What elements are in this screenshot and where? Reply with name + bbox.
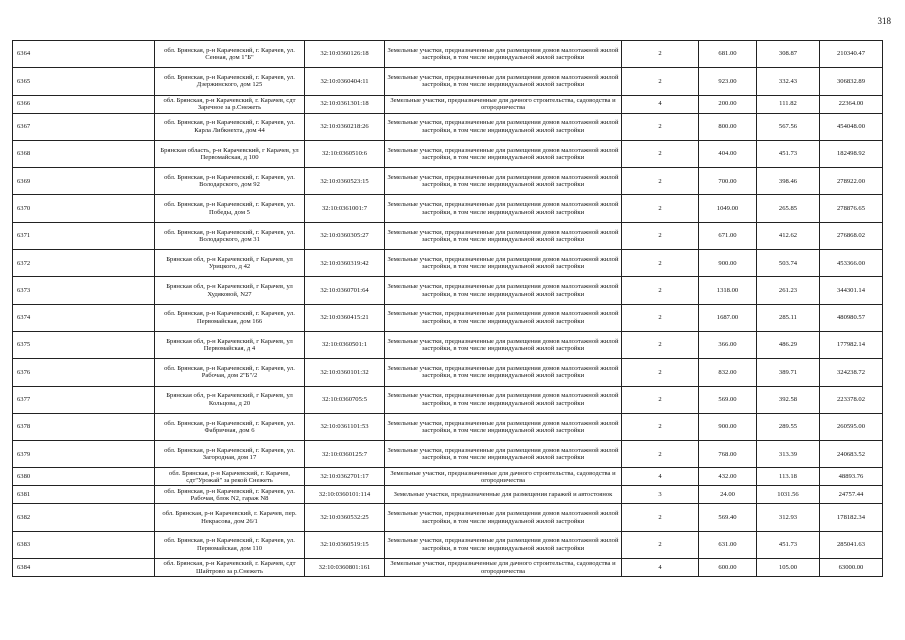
row-number-cell: 6380: [13, 468, 155, 486]
specific-value-cell: 503.74: [757, 250, 820, 277]
land-use-type-cell: Земельные участки, предназначенные для размещения домов малоэтажной жилой застройки, в том числе индивидуальной жилой застройки: [385, 140, 622, 167]
row-number-cell: 6381: [13, 486, 155, 504]
specific-value-cell: 398.46: [757, 168, 820, 195]
table-row: [13, 486, 883, 504]
area-cell: 404.00: [699, 140, 757, 167]
address-cell: обл. Брянская, р-н Карачевский, г. Карачев, ул. Загородная, дом 17: [155, 441, 305, 468]
row-number-cell: 6379: [13, 441, 155, 468]
table-row: [13, 304, 883, 331]
cadastral-number-cell: 32:10:0360319:42: [305, 250, 385, 277]
cadastral-value-cell: 454048.00: [820, 113, 883, 140]
cadastral-number-cell: 32:10:0360101:114: [305, 486, 385, 504]
land-use-type-cell: Земельные участки, предназначенные для размещения домов малоэтажной жилой застройки, в том числе индивидуальной жилой застройки: [385, 168, 622, 195]
row-number-cell: 6378: [13, 413, 155, 440]
cadastral-number-cell: 32:10:0360701:64: [305, 277, 385, 304]
address-cell: Брянская обл, р-н Карачевский, г Карачев, ул Первомайская, д 4: [155, 331, 305, 358]
row-number-cell: 6382: [13, 504, 155, 531]
address-cell: обл. Брянская, р-н Карачевский, г. Карачев, ул. Первомайская, дом 110: [155, 531, 305, 558]
address-cell: Брянская обл, р-н Карачевский, г Карачев, ул Кольцова, д 20: [155, 386, 305, 413]
cadastral-value-cell: 453366.00: [820, 250, 883, 277]
address-cell: обл. Брянская, р-н Карачевский, г. Карачев, ул. Дзержинского, дом 125: [155, 68, 305, 95]
area-cell: 671.00: [699, 222, 757, 249]
specific-value-cell: 261.23: [757, 277, 820, 304]
specific-value-cell: 285.11: [757, 304, 820, 331]
cadastral-number-cell: 32:10:0360101:32: [305, 359, 385, 386]
cadastral-number-cell: 32:10:0360801:161: [305, 559, 385, 577]
group-cell: 2: [622, 277, 699, 304]
table-row: [13, 195, 883, 222]
address-cell: обл. Брянская, р-н Карачевский, г. Карачев, ул. Володарского, дом 92: [155, 168, 305, 195]
cadastral-number-cell: 32:10:0360705:5: [305, 386, 385, 413]
group-cell: 4: [622, 95, 699, 113]
area-cell: 24.00: [699, 486, 757, 504]
area-cell: 681.00: [699, 41, 757, 68]
cadastral-number-cell: 32:10:0360532:25: [305, 504, 385, 531]
table-body: [13, 41, 883, 577]
area-cell: 800.00: [699, 113, 757, 140]
land-use-type-cell: Земельные участки, предназначенные для размещения домов малоэтажной жилой застройки, в том числе индивидуальной жилой застройки: [385, 441, 622, 468]
specific-value-cell: 451.73: [757, 140, 820, 167]
table-row: [13, 468, 883, 486]
table-row: [13, 386, 883, 413]
area-cell: 432.00: [699, 468, 757, 486]
row-number-cell: 6373: [13, 277, 155, 304]
group-cell: 2: [622, 168, 699, 195]
specific-value-cell: 105.00: [757, 559, 820, 577]
cadastral-number-cell: 32:10:0362701:17: [305, 468, 385, 486]
cadastral-number-cell: 32:10:0360305:27: [305, 222, 385, 249]
cadastral-value-cell: 24757.44: [820, 486, 883, 504]
table-row: [13, 168, 883, 195]
group-cell: 2: [622, 331, 699, 358]
address-cell: Брянская обл, р-н Карачевский, г Карачев, ул Урицкого, д 42: [155, 250, 305, 277]
group-cell: 2: [622, 140, 699, 167]
area-cell: 768.00: [699, 441, 757, 468]
land-use-type-cell: Земельные участки, предназначенные для размещения домов малоэтажной жилой застройки, в том числе индивидуальной жилой застройки: [385, 386, 622, 413]
address-cell: обл. Брянская, р-н Карачевский, г. Карачев, ул. Сенная, дом 1"Б": [155, 41, 305, 68]
specific-value-cell: 389.71: [757, 359, 820, 386]
land-use-type-cell: Земельные участки, предназначенные для размещения домов малоэтажной жилой застройки, в том числе индивидуальной жилой застройки: [385, 277, 622, 304]
table-row: [13, 41, 883, 68]
cadastral-value-cell: 177982.14: [820, 331, 883, 358]
cadastral-number-cell: 32:10:0360519:15: [305, 531, 385, 558]
group-cell: 4: [622, 559, 699, 577]
table-row: [13, 250, 883, 277]
land-cadastre-table: [12, 40, 883, 577]
cadastral-value-cell: 182498.92: [820, 140, 883, 167]
group-cell: 2: [622, 441, 699, 468]
table-row: [13, 222, 883, 249]
cadastral-value-cell: 260595.00: [820, 413, 883, 440]
area-cell: 569.00: [699, 386, 757, 413]
address-cell: обл. Брянская, р-н Карачевский, г. Карачев, сдт Заречное за р.Снежеть: [155, 95, 305, 113]
group-cell: 2: [622, 41, 699, 68]
cadastral-number-cell: 32:10:0360415:21: [305, 304, 385, 331]
area-cell: 900.00: [699, 250, 757, 277]
table-row: [13, 504, 883, 531]
cadastral-value-cell: 285041.63: [820, 531, 883, 558]
group-cell: 2: [622, 504, 699, 531]
specific-value-cell: 412.62: [757, 222, 820, 249]
table-row: [13, 413, 883, 440]
area-cell: 600.00: [699, 559, 757, 577]
cadastral-value-cell: 480980.57: [820, 304, 883, 331]
land-use-type-cell: Земельные участки, предназначенные для размещения домов малоэтажной жилой застройки, в том числе индивидуальной жилой застройки: [385, 68, 622, 95]
area-cell: 569.40: [699, 504, 757, 531]
cadastral-value-cell: 48893.76: [820, 468, 883, 486]
land-use-type-cell: Земельные участки, предназначенные для размещения домов малоэтажной жилой застройки, в том числе индивидуальной жилой застройки: [385, 222, 622, 249]
group-cell: 2: [622, 531, 699, 558]
land-use-type-cell: Земельные участки, предназначенные для размещения домов малоэтажной жилой застройки, в том числе индивидуальной жилой застройки: [385, 113, 622, 140]
row-number-cell: 6370: [13, 195, 155, 222]
specific-value-cell: 486.29: [757, 331, 820, 358]
area-cell: 200.00: [699, 95, 757, 113]
land-use-type-cell: Земельные участки, предназначенные для размещения гаражей и автостоянок: [385, 486, 622, 504]
specific-value-cell: 451.73: [757, 531, 820, 558]
specific-value-cell: 312.93: [757, 504, 820, 531]
table-row: [13, 531, 883, 558]
row-number-cell: 6374: [13, 304, 155, 331]
specific-value-cell: 289.55: [757, 413, 820, 440]
cadastral-value-cell: 240683.52: [820, 441, 883, 468]
cadastral-number-cell: 32:10:0360523:15: [305, 168, 385, 195]
row-number-cell: 6375: [13, 331, 155, 358]
address-cell: обл. Брянская, р-н Карачевский, г. Карачев, ул. Рабочая, дом 2"Б"/2: [155, 359, 305, 386]
group-cell: 2: [622, 68, 699, 95]
table-row: [13, 331, 883, 358]
cadastral-value-cell: 276868.02: [820, 222, 883, 249]
row-number-cell: 6369: [13, 168, 155, 195]
area-cell: 631.00: [699, 531, 757, 558]
row-number-cell: 6368: [13, 140, 155, 167]
address-cell: обл. Брянская, р-н Карачевский, г. Карачев, ул. Карла Либкнехта, дом 44: [155, 113, 305, 140]
row-number-cell: 6371: [13, 222, 155, 249]
row-number-cell: 6376: [13, 359, 155, 386]
table-row: [13, 113, 883, 140]
area-cell: 366.00: [699, 331, 757, 358]
cadastral-number-cell: 32:10:0360404:11: [305, 68, 385, 95]
address-cell: обл. Брянская, р-н Карачевский, г. Карачев, ул. Рабочая, блок N2, гараж N8: [155, 486, 305, 504]
land-use-type-cell: Земельные участки, предназначенные для дачного строительства, садоводства и огородничества: [385, 559, 622, 577]
address-cell: обл. Брянская, р-н Карачевский, г. Карачев, ул. Победы, дом 5: [155, 195, 305, 222]
group-cell: 3: [622, 486, 699, 504]
cadastral-value-cell: 306832.89: [820, 68, 883, 95]
address-cell: Брянская обл, р-н Карачевский, г Карачев, ул Худяковой, N27: [155, 277, 305, 304]
land-use-type-cell: Земельные участки, предназначенные для размещения домов малоэтажной жилой застройки, в том числе индивидуальной жилой застройки: [385, 304, 622, 331]
row-number-cell: 6377: [13, 386, 155, 413]
table-row: [13, 95, 883, 113]
area-cell: 832.00: [699, 359, 757, 386]
group-cell: 2: [622, 113, 699, 140]
land-use-type-cell: Земельные участки, предназначенные для размещения домов малоэтажной жилой застройки, в том числе индивидуальной жилой застройки: [385, 41, 622, 68]
address-cell: обл. Брянская, р-н Карачевский, г. Карачев, ул. Фабричная, дом 6: [155, 413, 305, 440]
table-row: [13, 441, 883, 468]
address-cell: обл. Брянская, р-н Карачевский, г. Карачев, ул. Володарского, дом 31: [155, 222, 305, 249]
row-number-cell: 6383: [13, 531, 155, 558]
area-cell: 923.00: [699, 68, 757, 95]
group-cell: 2: [622, 195, 699, 222]
table-row: [13, 140, 883, 167]
area-cell: 700.00: [699, 168, 757, 195]
row-number-cell: 6364: [13, 41, 155, 68]
area-cell: 900.00: [699, 413, 757, 440]
address-cell: обл. Брянская, р-н Карачевский, г. Карачев, сдт Шайтрово за р.Снежеть: [155, 559, 305, 577]
cadastral-number-cell: 32:10:0360125:7: [305, 441, 385, 468]
cadastral-number-cell: 32:10:0361101:53: [305, 413, 385, 440]
table-row: [13, 559, 883, 577]
land-use-type-cell: Земельные участки, предназначенные для дачного строительства, садоводства и огородничества: [385, 95, 622, 113]
land-use-type-cell: Земельные участки, предназначенные для размещения домов малоэтажной жилой застройки, в том числе индивидуальной жилой застройки: [385, 413, 622, 440]
specific-value-cell: 111.82: [757, 95, 820, 113]
table-row: [13, 68, 883, 95]
address-cell: обл. Брянская, р-н Карачевский, г. Карачев, сдт"Урожай" за рекой Снежеть: [155, 468, 305, 486]
cadastral-number-cell: 32:10:0360218:26: [305, 113, 385, 140]
group-cell: 2: [622, 359, 699, 386]
land-use-type-cell: Земельные участки, предназначенные для размещения домов малоэтажной жилой застройки, в том числе индивидуальной жилой застройки: [385, 359, 622, 386]
row-number-cell: 6366: [13, 95, 155, 113]
row-number-cell: 6365: [13, 68, 155, 95]
specific-value-cell: 113.18: [757, 468, 820, 486]
row-number-cell: 6384: [13, 559, 155, 577]
cadastral-number-cell: 32:10:0360510:6: [305, 140, 385, 167]
cadastral-number-cell: 32:10:0361001:7: [305, 195, 385, 222]
cadastral-value-cell: 178182.34: [820, 504, 883, 531]
address-cell: обл. Брянская, р-н Карачевский, г. Карачев, пер. Некрасова, дом 26/1: [155, 504, 305, 531]
cadastral-value-cell: 278922.00: [820, 168, 883, 195]
table-row: [13, 277, 883, 304]
specific-value-cell: 332.43: [757, 68, 820, 95]
land-use-type-cell: Земельные участки, предназначенные для дачного строительства, садоводства и огородничества: [385, 468, 622, 486]
group-cell: 4: [622, 468, 699, 486]
cadastral-number-cell: 32:10:0360126:18: [305, 41, 385, 68]
specific-value-cell: 567.56: [757, 113, 820, 140]
group-cell: 2: [622, 304, 699, 331]
page-number: 318: [877, 16, 891, 26]
cadastral-value-cell: 324238.72: [820, 359, 883, 386]
address-cell: обл. Брянская, р-н Карачевский, г. Карачев, ул. Первомайская, дом 166: [155, 304, 305, 331]
row-number-cell: 6372: [13, 250, 155, 277]
land-use-type-cell: Земельные участки, предназначенные для размещения домов малоэтажной жилой застройки, в том числе индивидуальной жилой застройки: [385, 331, 622, 358]
area-cell: 1687.00: [699, 304, 757, 331]
specific-value-cell: 308.87: [757, 41, 820, 68]
cadastral-value-cell: 210340.47: [820, 41, 883, 68]
land-use-type-cell: Земельные участки, предназначенные для размещения домов малоэтажной жилой застройки, в том числе индивидуальной жилой застройки: [385, 250, 622, 277]
area-cell: 1318.00: [699, 277, 757, 304]
row-number-cell: 6367: [13, 113, 155, 140]
cadastral-value-cell: 344301.14: [820, 277, 883, 304]
cadastral-value-cell: 278876.65: [820, 195, 883, 222]
cadastral-value-cell: 22364.00: [820, 95, 883, 113]
cadastral-value-cell: 223378.02: [820, 386, 883, 413]
address-cell: Брянская область, р-н Карачевский, г Карачев, ул Первомайская, д 100: [155, 140, 305, 167]
cadastral-number-cell: 32:10:0360501:1: [305, 331, 385, 358]
area-cell: 1049.00: [699, 195, 757, 222]
group-cell: 2: [622, 222, 699, 249]
specific-value-cell: 265.85: [757, 195, 820, 222]
group-cell: 2: [622, 413, 699, 440]
land-use-type-cell: Земельные участки, предназначенные для размещения домов малоэтажной жилой застройки, в том числе индивидуальной жилой застройки: [385, 531, 622, 558]
land-use-type-cell: Земельные участки, предназначенные для размещения домов малоэтажной жилой застройки, в том числе индивидуальной жилой застройки: [385, 195, 622, 222]
table-row: [13, 359, 883, 386]
group-cell: 2: [622, 250, 699, 277]
cadastral-number-cell: 32:10:0361301:18: [305, 95, 385, 113]
specific-value-cell: 392.58: [757, 386, 820, 413]
specific-value-cell: 313.39: [757, 441, 820, 468]
specific-value-cell: 1031.56: [757, 486, 820, 504]
cadastral-value-cell: 63000.00: [820, 559, 883, 577]
group-cell: 2: [622, 386, 699, 413]
land-use-type-cell: Земельные участки, предназначенные для размещения домов малоэтажной жилой застройки, в том числе индивидуальной жилой застройки: [385, 504, 622, 531]
